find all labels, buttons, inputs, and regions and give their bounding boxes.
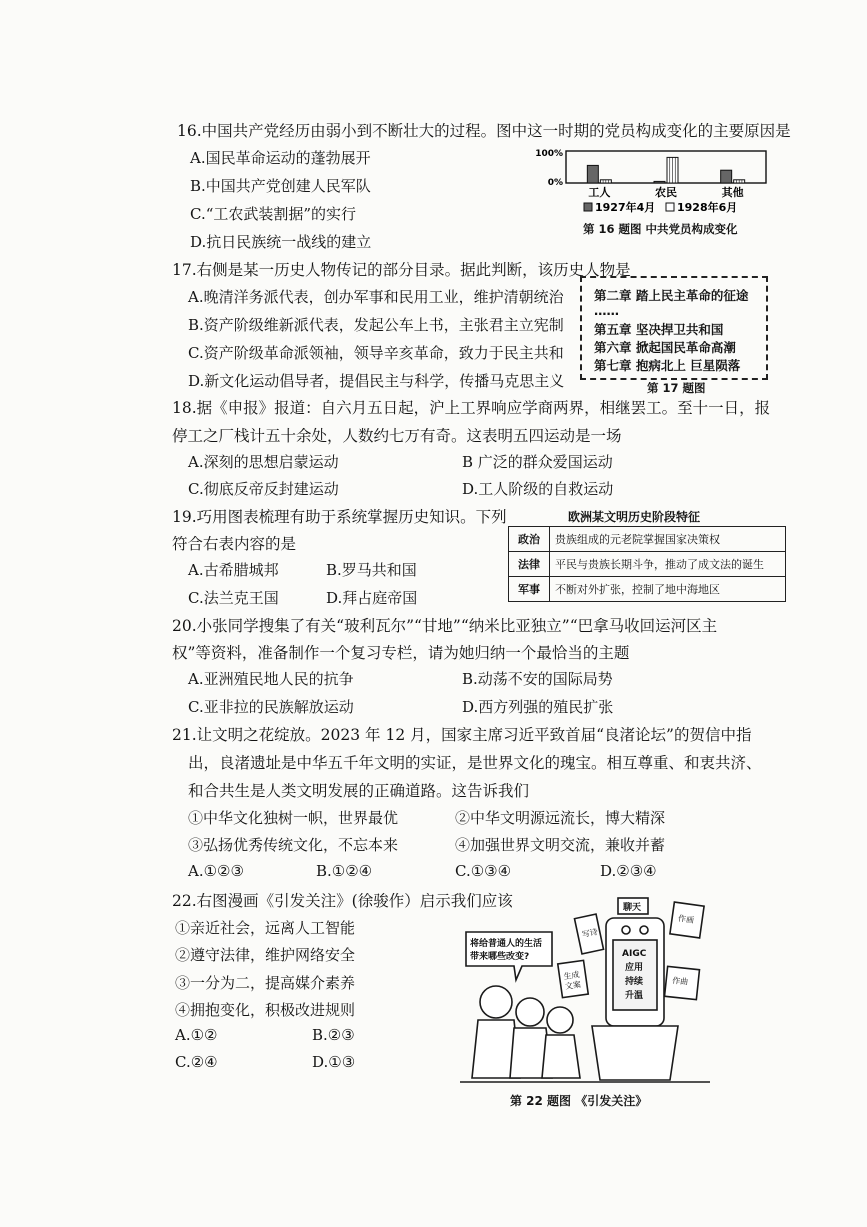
q22-item-4: ④拥抱变化，积极改进规则 [175,1001,356,1019]
q21-option-c: C.①③④ [455,862,512,880]
person-1-head [480,986,512,1018]
sign-poem-text: 写诗 [581,927,599,940]
legend-swatch [584,203,592,211]
q21-stem-1: 21.让文明之花绽放。2023 年 12 月，国家主席习近平致首届“良渚论坛”的贺信中指 [172,726,752,744]
q17-caption: 第 17 题图 [647,381,706,395]
q16-option-c: C.“工农武装割据”的实行 [190,205,357,223]
legend-label: 1927年4月 [595,201,656,214]
q17-toc-line-5: 第七章 抱病北上 巨星陨落 [594,358,741,373]
legend-label: 1928年6月 [677,201,738,214]
table-cell: 不断对外扩张，控制了地中海地区 [550,577,786,602]
q17-option-a: A.晚清洋务派代表，创办军事和民用工业，维护清朝统治 [188,288,564,306]
q21-stem-2: 出，良渚遗址是中华五千年文明的实证，是世界文化的瑰宝。相互尊重、和衷共济、 [188,754,762,772]
q17-toc-line-1: 第二章 踏上民主革命的征途 [594,288,749,303]
q22-cartoon [460,880,710,1085]
q21-option-b: B.①②④ [316,862,373,880]
q20-option-a: A.亚洲殖民地人民的抗争 [188,670,354,688]
q20-stem-1: 20.小张同学搜集了有关“玻利瓦尔”“甘地”“纳米比亚独立”“巴拿马收回运河区主 [172,617,718,635]
q22-item-2: ②遵守法律，维护网络安全 [175,946,356,964]
q17-toc-line-3: 第五章 坚决捍卫共和国 [594,322,724,337]
sign-compose-text: 作曲 [671,975,689,987]
table-head: 政治 [509,527,550,552]
q18-stem-1: 18.据《申报》报道：自六月五日起，沪上工界响应学商两界，相继罢工。至十一日，报 [172,399,771,417]
q17-stem: 17.右侧是某一历史人物传记的部分目录。据此判断，该历史人物是 [172,261,631,279]
y-tick-label: 100% [535,149,563,159]
chat-tag-text: 聊天 [623,903,642,913]
chart-bar [721,170,732,183]
q22-item-3: ③一分为二，提高媒介素养 [175,974,356,992]
screen-text-4: 升温 [625,991,644,1001]
q16-option-b: B.中国共产党创建人民军队 [190,177,371,195]
q21-option-a: A.①②③ [188,862,244,880]
q22-option-a: A.①② [175,1026,218,1044]
q22-option-c: C.②④ [175,1053,218,1071]
table-cell: 平民与贵族长期斗争，推动了成文法的诞生 [550,552,786,577]
q19-table-title: 欧洲某文明历史阶段特征 [568,510,701,524]
q16-option-a: A.国民革命运动的蓬勃展开 [190,149,371,167]
q21-item-1: ①中华文化独树一帜，世界最优 [188,809,399,827]
person-3-head [547,1007,573,1033]
q21-item-2: ②中华文明源远流长，博大精深 [455,809,666,827]
person-3-body [542,1035,580,1078]
q17-option-b: B.资产阶级维新派代表，发起公车上书，主张君主立宪制 [188,316,564,334]
pedestal [592,1026,678,1080]
q18-option-b: B 广泛的群众爱国运动 [462,453,613,471]
q16-chart [534,145,774,215]
q19-option-d: D.拜占庭帝国 [326,589,418,607]
legend-swatch [666,203,674,211]
screen-text-3: 持续 [625,977,644,987]
x-tick-label: 农民 [655,186,677,199]
q16-caption: 第 16 题图 中共党员构成变化 [583,222,738,236]
q19-option-c: C.法兰克王国 [188,589,279,607]
q20-option-c: C.亚非拉的民族解放运动 [188,698,354,716]
q18-option-c: C.彻底反帝反封建运动 [188,480,339,498]
screen-text-2: 应用 [625,963,644,973]
q19-stem-1: 19.巧用图表梳理有助于系统掌握历史知识。下列 [172,508,507,526]
q18-option-a: A.深刻的思想启蒙运动 [188,453,339,471]
speech-bubble-text-2: 带来哪些改变? [470,952,530,962]
q17-toc-line-4: 第六章 掀起国民革命高潮 [594,340,736,355]
chart-bar [654,181,665,183]
q20-stem-2: 权”等资料，准备制作一个复习专栏，请为她归纳一个最恰当的主题 [172,644,630,662]
q16-option-d: D.抗日民族统一战线的建立 [190,233,372,251]
q21-stem-3: 和合共生是人类文明发展的正确道路。这告诉我们 [188,782,530,800]
x-tick-label: 其他 [721,186,744,199]
q20-option-d: D.西方列强的殖民扩张 [462,698,614,716]
q18-option-d: D.工人阶级的自救运动 [462,480,614,498]
q19-stem-2: 符合右表内容的是 [172,535,297,553]
q16-stem: 16.中国共产党经历由弱小到不断壮大的过程。图中这一时期的党员构成变化的主要原因是 [177,122,791,140]
table-cell: 贵族组成的元老院掌握国家决策权 [550,527,786,552]
table-head: 法律 [509,552,550,577]
q22-caption: 第 22 题图 《引发关注》 [510,1094,648,1108]
y-tick-label: 0% [547,178,563,188]
q19-option-b: B.罗马共和国 [326,561,417,579]
q17-toc-line-2: …… [594,303,619,318]
sign-copywriting-text: 生成 [562,970,581,982]
screen-text-1: AIGC [622,949,647,959]
q22-option-b: B.②③ [312,1026,355,1044]
q18-stem-2: 停工之厂栈计五十余处，人数约七万有奇。这表明五四运动是一场 [172,427,622,445]
q21-item-3: ③弘扬优秀传统文化，不忘本来 [188,836,399,854]
q21-item-4: ④加强世界文明交流，兼收并蓄 [455,836,666,854]
speech-bubble-text-1: 将给普通人的生活 [470,939,543,949]
q22-option-d: D.①③ [312,1053,356,1071]
q22-item-1: ①亲近社会，远离人工智能 [175,919,356,937]
q19-option-a: A.古希腊城邦 [188,561,279,579]
sign-copywriting-text-2: 文案 [564,980,582,992]
q19-table [508,526,786,602]
table-row [509,577,786,602]
q22-stem: 22.右图漫画《引发关注》(徐骏作）启示我们应该 [172,892,513,910]
table-row [509,527,786,552]
q21-option-d: D.②③④ [600,862,657,880]
x-tick-label: 工人 [588,186,611,199]
q17-option-c: C.资产阶级革命派领袖，领导辛亥革命，致力于民主共和 [188,344,564,362]
q17-option-d: D.新文化运动倡导者，提倡民主与科学，传播马克思主义 [188,372,565,390]
chart-bar [587,165,598,183]
sign-paint-text: 作画 [677,913,695,925]
q20-option-b: B.动荡不安的国际局势 [462,670,613,688]
person-2-head [516,998,544,1026]
q17-toc-box [580,276,768,380]
table-row [509,552,786,577]
table-head: 军事 [509,577,550,602]
